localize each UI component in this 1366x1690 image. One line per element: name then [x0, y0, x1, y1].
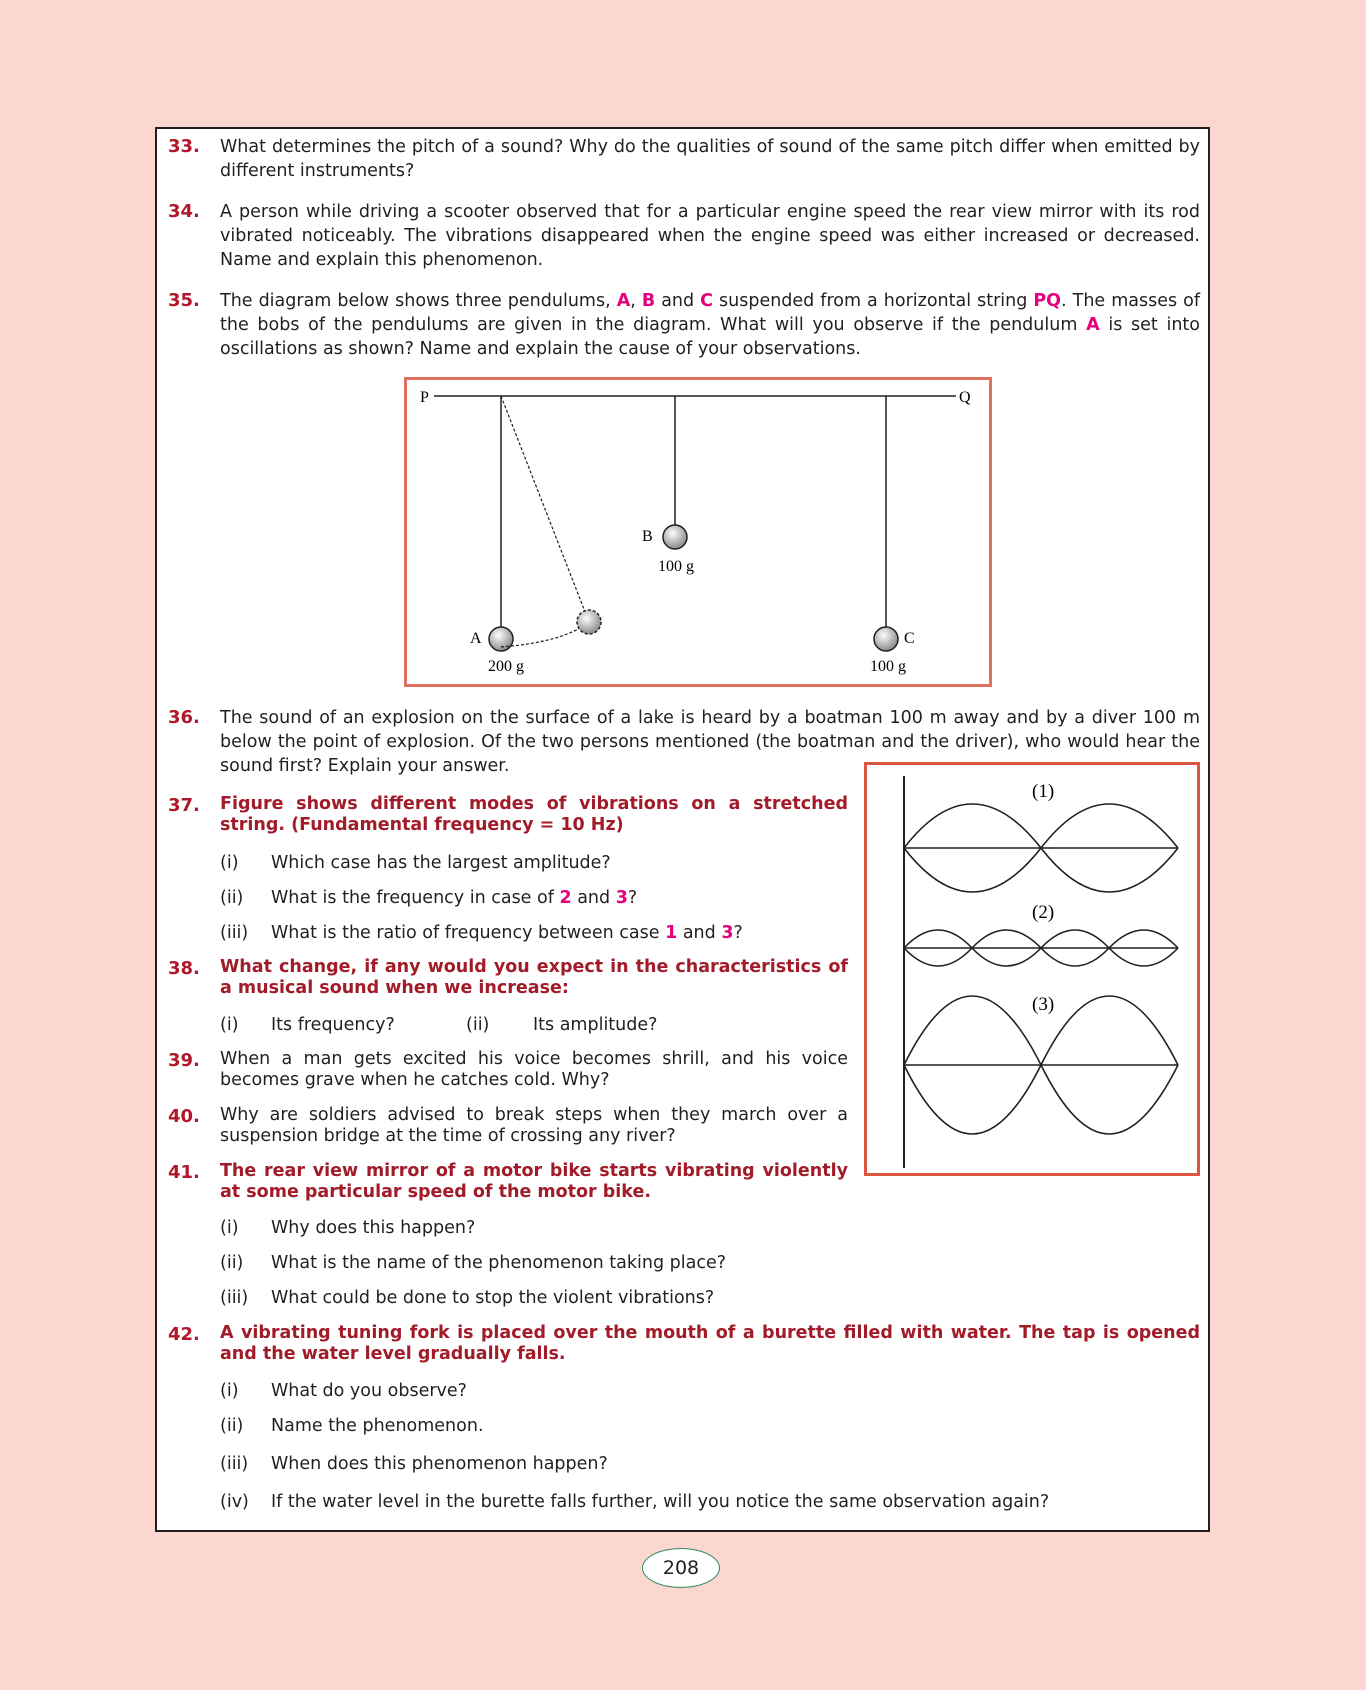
sub-number: (ii) [220, 1253, 244, 1273]
sub-question: When does this phenomenon happen? [271, 1454, 608, 1474]
bob-a [489, 627, 513, 651]
question-number: 41. [168, 1162, 200, 1183]
question-text: The sound of an explosion on the surface of a lake is heard by a boatman 100 m away and by a diver 100 m below the point of explosion. Of the two persons mentioned (the boatman and the driver), who would hear the sound first? Explain your answer. [220, 708, 1200, 776]
question-number: 34. [168, 201, 200, 222]
sub-number: (i) [220, 1381, 239, 1401]
mode-3-label: (3) [1032, 994, 1055, 1015]
sub-question: What do you observe? [271, 1381, 467, 1401]
question-title: Figure shows different modes of vibrations on a stretched string. (Fundamental frequency = 10 Hz) [220, 794, 848, 835]
sub-number: (ii) [220, 888, 244, 908]
sub-question: Why does this happen? [271, 1218, 476, 1238]
mass-a: 200 g [488, 658, 524, 675]
mode-1-label: (1) [1032, 781, 1055, 802]
vibration-modes-diagram [864, 762, 1200, 1176]
sub-number: (iii) [220, 1454, 249, 1474]
sub-question: What is the ratio of frequency between case 1 and 3? [271, 923, 743, 943]
sub-number: (iii) [220, 1288, 249, 1308]
sub-question: What is the frequency in case of 2 and 3? [271, 888, 638, 908]
sub-number: (iii) [220, 923, 249, 943]
sub-number: (ii) [466, 1015, 490, 1035]
page-number: 208 [642, 1548, 720, 1588]
mass-c: 100 g [870, 658, 906, 675]
sub-number: (iv) [220, 1492, 249, 1512]
label-a: A [470, 630, 482, 647]
question-text: Why are soldiers advised to break steps when they march over a suspension bridge at the time of crossing any river? [220, 1105, 848, 1146]
question-text: When a man gets excited his voice becomes shrill, and his voice becomes grave when he catches cold. Why? [220, 1049, 848, 1090]
sub-question: Name the phenomenon. [271, 1416, 484, 1436]
sub-question: Which case has the largest amplitude? [271, 853, 611, 873]
question-number: 37. [168, 795, 200, 816]
question-number: 38. [168, 958, 200, 979]
bob-c [874, 627, 898, 651]
label-b: B [642, 528, 653, 545]
bob-a-displaced [577, 610, 601, 634]
sub-question: What could be done to stop the violent vibrations? [271, 1288, 715, 1308]
sub-question: If the water level in the burette falls further, will you notice the same observation again? [271, 1492, 1050, 1512]
question-title: A vibrating tuning fork is placed over the mouth of a burette filled with water. The tap is opened and the water level gradually falls. [220, 1323, 1200, 1364]
question-number: 35. [168, 290, 200, 311]
bob-b [663, 525, 687, 549]
question-text: The diagram below shows three pendulums, A, B and C suspended from a horizontal string PQ. The masses of the bobs of the pendulums are given in the diagram. What will you observe if the pendulum A is set into oscillations as shown? Name and explain the cause of your observations. [220, 291, 1200, 359]
mode-2-label: (2) [1032, 902, 1055, 923]
pendulum-diagram [404, 377, 992, 687]
sub-number: (i) [220, 1218, 239, 1238]
question-number: 40. [168, 1106, 200, 1127]
question-number: 36. [168, 707, 200, 728]
sub-question: Its frequency? [271, 1015, 395, 1035]
question-number: 42. [168, 1324, 200, 1345]
sub-question: Its amplitude? [533, 1015, 658, 1035]
label-p: P [420, 389, 429, 406]
question-title: The rear view mirror of a motor bike starts vibrating violently at some particular speed of the motor bike. [220, 1161, 848, 1202]
question-number: 33. [168, 136, 200, 157]
mass-b: 100 g [658, 558, 694, 575]
sub-question: What is the name of the phenomenon taking place? [271, 1253, 727, 1273]
sub-number: (i) [220, 1015, 239, 1035]
question-text: What determines the pitch of a sound? Why do the qualities of sound of the same pitch differ when emitted by different instruments? [220, 137, 1200, 181]
question-number: 39. [168, 1050, 200, 1071]
question-title: What change, if any would you expect in the characteristics of a musical sound when we increase: [220, 957, 848, 998]
question-text: A person while driving a scooter observed that for a particular engine speed the rear view mirror with its rod vibrated noticeably. The vibrations disappeared when the engine speed was either increased or decreased. Name and explain this phenomenon. [220, 202, 1200, 270]
sub-number: (i) [220, 853, 239, 873]
label-q: Q [959, 389, 971, 406]
label-c: C [904, 630, 915, 647]
sub-number: (ii) [220, 1416, 244, 1436]
